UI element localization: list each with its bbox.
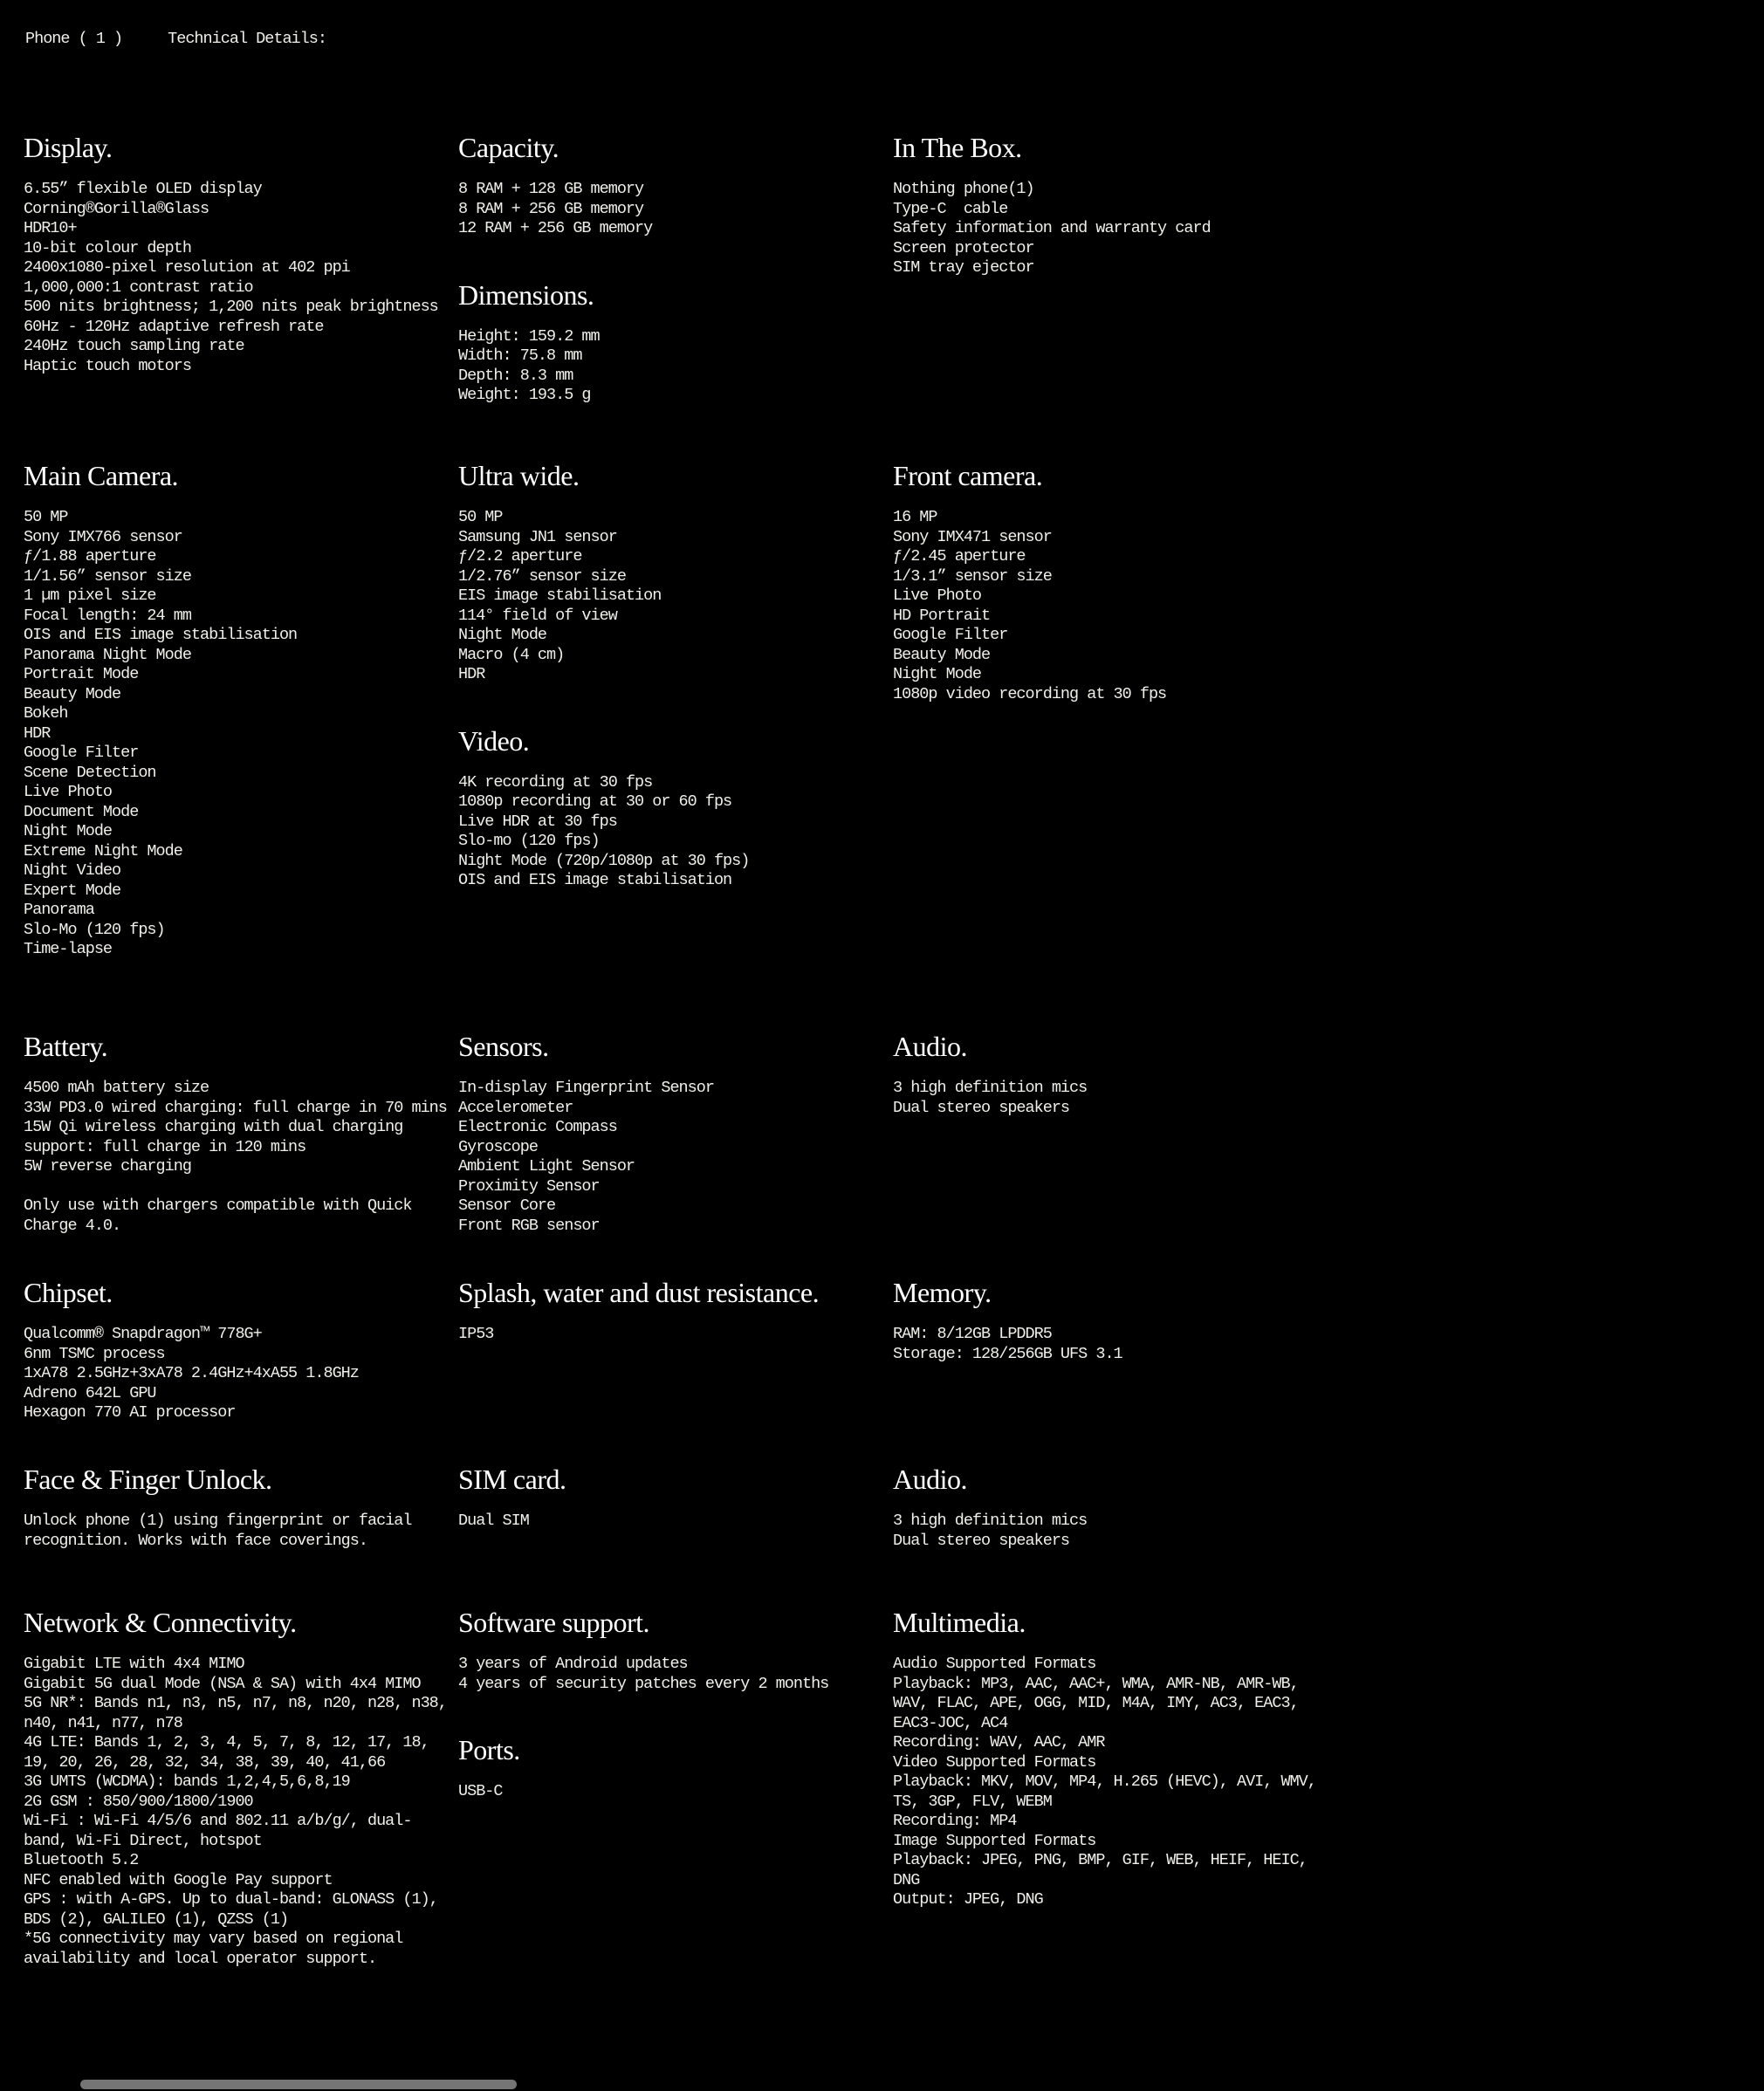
column-cell [458,1606,886,1969]
spec-line: Audio Supported Formats [893,1655,1096,1673]
spec-line: Dual stereo speakers [893,1531,1070,1550]
spec-line: Sony IMX471 sensor [893,527,1052,546]
section-battery [24,1030,451,1236]
spec-line: HDR [24,723,51,743]
spec-line: 1080p recording at 30 or 60 fps [458,792,732,811]
spec-line: ƒ/1.88 aperture [24,547,156,566]
column-cell [458,459,886,960]
spec-line: 500 nits brightness; 1,200 nits peak brightness [24,298,438,316]
section-chipset [24,1276,451,1423]
spec-line: 1/1.56” sensor size [24,566,191,586]
spec-line: 1/2.76” sensor size [458,566,626,586]
spec-line: Google Filter [893,626,1008,644]
section-title: Video. [458,724,530,757]
section-body [24,1655,456,1969]
spec-line: 6nm TSMC process [24,1344,165,1363]
spec-line: Recording: MP4 [893,1812,1017,1830]
row-chipset-splash-memory [24,1276,1321,1423]
row-display-capacity-box [24,131,1321,406]
section-body [458,1782,886,1802]
spec-line: Depth: 8.3 mm [458,366,573,385]
brand-label: Phone ( 1 ) [25,30,123,48]
section-software-support [458,1606,886,1694]
section-front-camera [893,459,1321,960]
spec-line: Playback: MKV, MOV, MP4, H.265 (HEVC), AVI, WMV, TS, 3GP, FLV, WEBM [893,1772,1325,1811]
section-in-the-box [893,131,1321,406]
row-unlock-sim-audio [24,1463,1321,1551]
spec-line: 15W Qi wireless charging with dual charging support: full charge in 120 mins [24,1118,412,1156]
spec-line: 5G NR*: Bands n1, n3, n5, n7, n8, n20, n28, n38, n40, n41, n77, n78 [24,1694,456,1732]
spec-line: 1080p video recording at 30 fps [893,684,1167,703]
spec-line: 1,000,000:1 contrast ratio [24,278,253,297]
spec-line: HD Portrait [893,606,991,625]
section-body [893,508,1321,704]
spec-line: Sony IMX766 sensor [24,527,182,546]
spec-line: IP53 [458,1325,494,1343]
section-body [458,1512,886,1532]
spec-line: Gigabit 5G dual Mode (NSA & SA) with 4x4 MIMO [24,1674,421,1693]
spec-line: Beauty Mode [893,645,991,664]
section-title: Chipset. [24,1277,113,1308]
spec-line: HDR [458,665,485,683]
spec-line: Gigabit LTE with 4x4 MIMO [24,1655,244,1673]
spec-line: In-display Fingerprint Sensor [458,1079,714,1097]
section-dimensions [458,278,886,406]
spec-line: Extreme Night Mode [24,841,182,860]
section-title: Splash, water and dust resistance. [458,1277,820,1308]
section-title: Face & Finger Unlock. [24,1464,272,1495]
spec-line: Dual stereo speakers [893,1098,1070,1117]
spec-line: Front RGB sensor [458,1216,600,1235]
spec-line: 50 MP [458,508,503,526]
spec-line: Type-C cable [893,199,1008,218]
section-network-connectivity [24,1606,456,1969]
spec-line: Night Mode [893,665,982,683]
section-title: Multimedia. [893,1607,1026,1638]
spec-line: Ambient Light Sensor [458,1157,635,1176]
section-body [24,1325,451,1423]
spec-line: Safety information and warranty card [893,219,1211,237]
spec-line: 60Hz - 120Hz adaptive refresh rate [24,317,324,336]
section-body [893,1512,1321,1551]
spec-line: 240Hz touch sampling rate [24,337,244,355]
spec-line: 8 RAM + 128 GB memory [458,180,644,198]
column-cell [458,131,886,406]
spec-line: 3G UMTS (WCDMA): bands 1,2,4,5,6,8,19 [24,1772,350,1791]
spec-line: Sensor Core [458,1196,556,1215]
section-title: Display. [24,132,113,163]
spec-line: Live Photo [24,783,113,801]
spec-line: Night Mode (720p/1080p at 30 fps) [458,851,750,870]
spec-line: 50 MP [24,508,68,526]
spec-line: Adreno 642L GPU [24,1383,156,1402]
spec-line: Beauty Mode [24,684,121,703]
section-title: Sensors. [458,1031,549,1062]
section-sim-card [458,1463,886,1551]
spec-line: Gyroscope [458,1137,538,1156]
spec-line: Bluetooth 5.2 [24,1851,139,1869]
section-audio-2 [893,1463,1321,1551]
section-body [24,1079,451,1236]
spec-line: 6.55” flexible OLED display [24,180,262,198]
spec-line: 3 years of Android updates [458,1655,688,1673]
spec-line: 1xA78 2.5GHz+3xA78 2.4GHz+4xA55 1.8GHz [24,1364,359,1382]
section-title: Main Camera. [24,460,179,491]
row-battery-sensors-audio [24,1030,1321,1236]
spec-line: Electronic Compass [458,1118,617,1136]
section-body [458,508,886,685]
spec-line: 4 years of security patches every 2 months [458,1674,829,1693]
spec-line: Live Photo [893,586,982,605]
spec-line: Playback: MP3, AAC, AAC+, WMA, AMR-NB, AMR-WB, WAV, FLAC, APE, OGG, MID, M4A, IMY, AC3, EAC3, EAC3-JOC, AC4 [893,1674,1308,1732]
page-title: Technical Details: [168,30,326,48]
section-ultra-wide [458,459,886,685]
spec-line: NFC enabled with Google Pay support [24,1870,333,1889]
spec-line: Proximity Sensor [458,1176,600,1196]
spec-line: Live HDR at 30 fps [458,812,617,831]
spec-line: Panorama [24,901,94,919]
section-ports [458,1733,886,1802]
spec-line: 1/3.1” sensor size [893,566,1052,586]
spec-line: Corning®Gorilla®Glass [24,199,209,218]
spec-line: SIM tray ejector [893,258,1034,277]
section-body [458,1325,886,1345]
section-title: Audio. [893,1031,967,1062]
section-body [24,508,451,960]
section-title: Software support. [458,1607,650,1638]
section-body [893,1325,1321,1364]
section-face-finger-unlock [24,1463,451,1551]
section-title: Capacity. [458,132,559,163]
spec-line: OIS and EIS image stabilisation [24,626,298,644]
spec-line: RAM: 8/12GB LPDDR5 [893,1325,1052,1343]
spec-line: Playback: JPEG, PNG, BMP, GIF, WEB, HEIF, HEIC, DNG [893,1851,1316,1889]
horizontal-scrollbar [0,2079,1764,2091]
section-body [458,1079,886,1236]
section-video [458,724,886,891]
spec-line: Scene Detection [24,763,156,782]
spec-line: Portrait Mode [24,665,139,683]
spec-line: Samsung JN1 sensor [458,527,617,546]
section-title: SIM card. [458,1464,566,1495]
spec-line: Document Mode [24,802,139,821]
spec-line: HDR10+ [24,219,77,237]
section-title: In The Box. [893,132,1022,163]
section-title: Front camera. [893,460,1043,491]
horizontal-scrollbar-thumb[interactable] [80,2080,517,2089]
section-display [24,131,451,406]
spec-line: Dual SIM [458,1512,529,1530]
section-title: Ultra wide. [458,460,580,491]
spec-line: Night Video [24,861,121,880]
spec-line: 4G LTE: Bands 1, 2, 3, 4, 5, 7, 8, 12, 17, 18, 19, 20, 26, 28, 32, 34, 38, 39, 40, 41,66 [24,1733,438,1772]
spec-line: USB-C [458,1782,503,1800]
spec-line: Video Supported Formats [893,1752,1096,1772]
spec-line: ƒ/2.45 aperture [893,547,1026,566]
spec-line: 4500 mAh battery size [24,1079,209,1097]
spec-line: ƒ/2.2 aperture [458,547,582,566]
spec-line: Haptic touch motors [24,356,191,375]
section-body [893,180,1321,278]
spec-line: Night Mode [24,822,113,840]
spec-line: 2G GSM : 850/900/1800/1900 [24,1792,253,1811]
spec-line: Output: JPEG, DNG [893,1890,1043,1909]
spec-line: Macro (4 cm) [458,645,565,664]
section-body [893,1655,1325,1910]
section-audio [893,1030,1321,1236]
row-cameras [24,459,1321,960]
section-title: Ports. [458,1734,520,1765]
spec-line: Width: 75.8 mm [458,346,582,365]
spec-line: Expert Mode [24,881,121,900]
section-body [893,1079,1321,1118]
spec-line: *5G connectivity may vary based on regional availability and local operator support. [24,1930,412,1968]
section-multimedia [893,1606,1325,1969]
spec-line: 8 RAM + 256 GB memory [458,199,644,218]
spec-line: Only use with chargers compatible with Quick Charge 4.0. [24,1196,421,1235]
spec-line: Google Filter [24,744,139,762]
section-body [24,1512,451,1551]
page-header [25,30,326,48]
spec-line: 1 µm pixel size [24,586,156,605]
spec-line: 10-bit colour depth [24,238,191,257]
spec-line: Height: 159.2 mm [458,326,600,346]
spec-line: 33W PD3.0 wired charging: full charge in 70 mins [24,1098,447,1117]
section-body [458,180,886,239]
spec-line [24,1177,451,1197]
section-body [24,180,451,376]
spec-line: Time-lapse [24,940,113,958]
spec-line: Recording: WAV, AAC, AMR [893,1733,1105,1752]
spec-line: Hexagon 770 AI processor [24,1403,236,1422]
section-title: Battery. [24,1031,108,1062]
spec-line: Nothing phone(1) [893,180,1034,198]
section-body [458,773,886,891]
spec-line: Bokeh [24,704,68,723]
section-title: Dimensions. [458,278,594,311]
spec-line: Panorama Night Mode [24,645,191,664]
spec-line: Focal length: 24 mm [24,606,191,625]
spec-line: Unlock phone (1) using fingerprint or facial recognition. Works with face coverings. [24,1512,421,1550]
spec-line: GPS : with A-GPS. Up to dual-band: GLONASS (1), BDS (2), GALILEO (1), QZSS (1) [24,1890,447,1929]
spec-line: Qualcomm® Snapdragon™ 778G+ [24,1325,262,1343]
section-title: Memory. [893,1277,992,1308]
section-splash-water-dust [458,1276,886,1423]
spec-line: Night Mode [458,626,547,644]
spec-line: OIS and EIS image stabilisation [458,871,732,889]
row-network-software-multimedia [24,1606,1325,1969]
section-main-camera [24,459,451,960]
spec-line: Slo-Mo (120 fps) [24,920,165,939]
section-memory [893,1276,1321,1423]
section-body [458,327,886,406]
spec-line: Storage: 128/256GB UFS 3.1 [893,1344,1122,1363]
spec-line: 3 high definition mics [893,1079,1088,1097]
spec-line: 5W reverse charging [24,1157,191,1176]
section-title: Network & Connectivity. [24,1607,297,1638]
spec-line: 2400x1080-pixel resolution at 402 ppi [24,258,350,277]
spec-line: 114° field of view [458,606,617,625]
spec-line: Accelerometer [458,1098,573,1117]
section-body [458,1655,886,1694]
spec-line: 12 RAM + 256 GB memory [458,219,653,237]
spec-line: Weight: 193.5 g [458,386,591,404]
section-capacity [458,131,886,239]
spec-line: Slo-mo (120 fps) [458,832,600,850]
spec-line: Image Supported Formats [893,1831,1096,1850]
spec-line: Wi-Fi : Wi-Fi 4/5/6 and 802.11 a/b/g/, dual-band, Wi-Fi Direct, hotspot [24,1812,412,1850]
spec-line: 16 MP [893,508,937,526]
spec-line: EIS image stabilisation [458,586,662,605]
spec-line: 4K recording at 30 fps [458,772,653,792]
spec-line: Screen protector [893,238,1034,257]
section-sensors [458,1030,886,1236]
section-title: Audio. [893,1464,967,1495]
spec-line: 3 high definition mics [893,1512,1088,1530]
